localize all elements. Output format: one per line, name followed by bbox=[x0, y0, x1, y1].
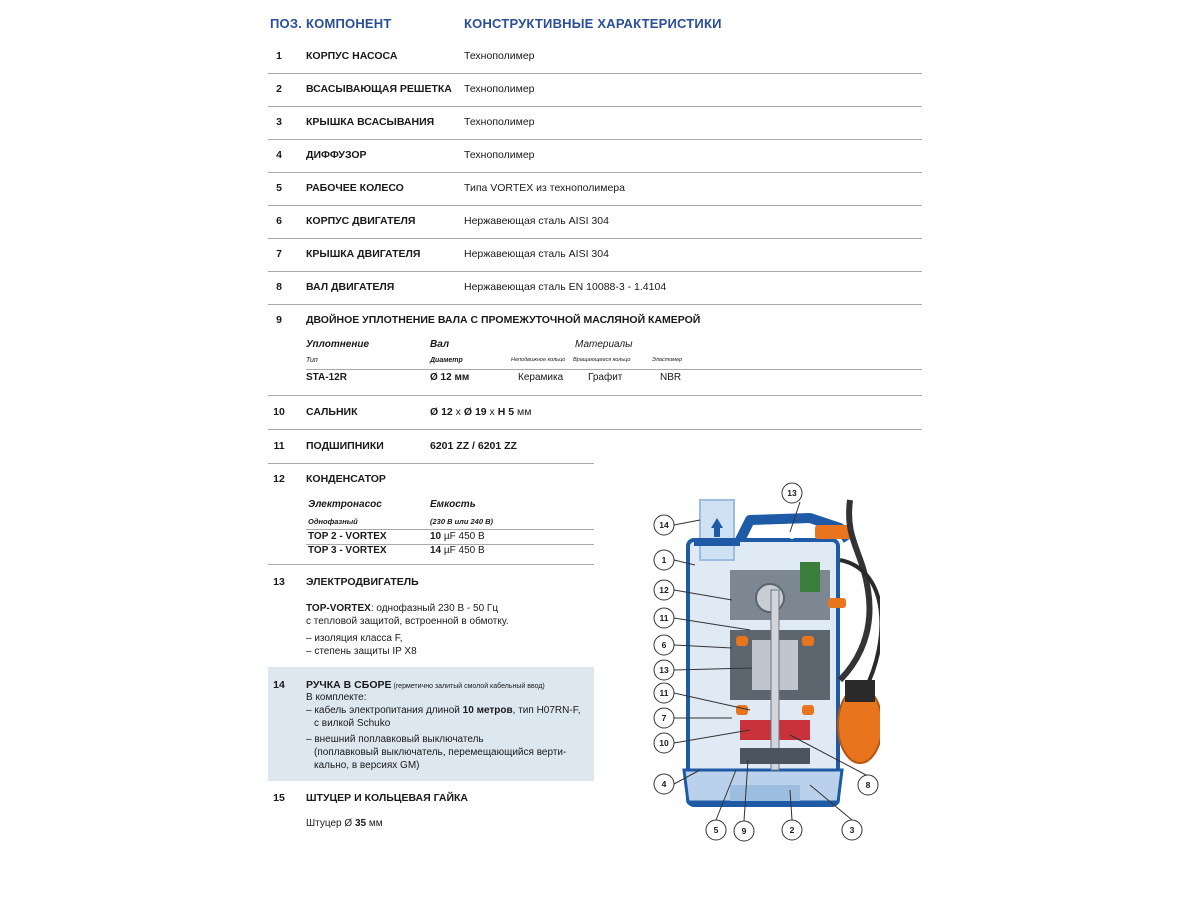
row-value: Нержавеющая сталь AISI 304 bbox=[464, 248, 609, 260]
seal-elastomer: NBR bbox=[660, 372, 682, 383]
packing-d1: Ø 12 bbox=[430, 406, 453, 418]
row-name: САЛЬНИК bbox=[306, 406, 358, 418]
cap-sub-phase: Однофазный bbox=[308, 517, 358, 526]
callout-label: 10 bbox=[659, 738, 669, 748]
row-value: Нержавеющая сталь EN 10088-3 - 1.4104 bbox=[464, 281, 667, 293]
packing-unit: мм bbox=[514, 406, 532, 418]
table-row bbox=[268, 182, 922, 206]
table-row bbox=[268, 281, 922, 305]
handle-type: , тип H07RN-F, bbox=[512, 705, 581, 716]
callout-label: 2 bbox=[789, 825, 795, 835]
seal-col-materials: Материалы bbox=[575, 339, 633, 350]
table-row bbox=[268, 406, 922, 430]
seal-col-shaft: Вал bbox=[430, 339, 450, 350]
row-name: КРЫШКА ВСАСЫВАНИЯ bbox=[306, 116, 435, 128]
row-name: ВАЛ ДВИГАТЕЛЯ bbox=[306, 281, 395, 293]
seal-sub-fixed-ring: Неподвижное кольцо bbox=[511, 357, 566, 363]
callout-label: 12 bbox=[659, 585, 669, 595]
handle-line bbox=[306, 704, 580, 717]
motor-line: – изоляция класса F, bbox=[306, 633, 403, 644]
header-component: КОМПОНЕНТ bbox=[306, 16, 392, 31]
table-row bbox=[268, 215, 922, 239]
row-value bbox=[430, 406, 531, 418]
seal-sub-elastomer: Эластомер bbox=[652, 357, 683, 363]
row-divider bbox=[268, 564, 594, 565]
fitting-line bbox=[306, 817, 383, 830]
handle-line: (поплавковый выключатель, перемещающийся верти- bbox=[314, 747, 567, 758]
pump-cutaway-illustration bbox=[640, 480, 880, 850]
callout-label: 6 bbox=[661, 640, 667, 650]
motor-model: TOP-VORTEX bbox=[306, 603, 371, 614]
cap-model: TOP 3 - VORTEX bbox=[308, 545, 387, 556]
row-num: 4 bbox=[276, 149, 282, 161]
handle-line: кально, в версиях GM) bbox=[314, 760, 420, 771]
motor-desc: : однофазный 230 В - 50 Гц bbox=[370, 603, 499, 614]
seal-row bbox=[268, 314, 922, 336]
row-name: КОРПУС ДВИГАТЕЛЯ bbox=[306, 215, 416, 227]
callout-label: 1 bbox=[661, 555, 667, 565]
row-name: ЭЛЕКТРОДВИГАТЕЛЬ bbox=[306, 576, 419, 588]
cap-unit: µF 450 В bbox=[441, 545, 485, 556]
row-num: 3 bbox=[276, 116, 282, 128]
row-num: 8 bbox=[276, 281, 282, 293]
header-pos: ПОЗ. bbox=[270, 16, 303, 31]
callout-label: 9 bbox=[741, 826, 747, 836]
row-num: 15 bbox=[273, 792, 285, 804]
callout-label: 5 bbox=[713, 825, 719, 835]
packing-x2: x bbox=[486, 406, 498, 418]
seal-sub-rotating-ring: Вращающееся кольцо bbox=[573, 357, 631, 363]
row-name: КРЫШКА ДВИГАТЕЛЯ bbox=[306, 248, 421, 260]
row-value: Технополимер bbox=[464, 149, 535, 161]
table-row bbox=[268, 83, 922, 107]
table-row bbox=[268, 50, 922, 74]
handle-length: 10 метров bbox=[462, 705, 513, 716]
cap-value bbox=[430, 545, 485, 556]
seal-sub-type: Тип bbox=[306, 357, 318, 364]
cap-divider bbox=[306, 529, 594, 530]
table-row bbox=[268, 248, 922, 272]
row-name: ВСАСЫВАЮЩАЯ РЕШЕТКА bbox=[306, 83, 452, 95]
seal-diameter: Ø 12 мм bbox=[430, 372, 470, 383]
row-num: 10 bbox=[273, 406, 285, 418]
row-num: 7 bbox=[276, 248, 282, 260]
cap-col-pump: Электронасос bbox=[308, 499, 382, 510]
row-name: ПОДШИПНИКИ bbox=[306, 440, 384, 452]
row-num: 5 bbox=[276, 182, 282, 194]
seal-col-seal: Уплотнение bbox=[306, 339, 370, 350]
packing-d2: Ø 19 bbox=[463, 406, 487, 418]
row-value: Типа VORTEX из технополимера bbox=[464, 182, 625, 194]
handle-line: с вилкой Schuko bbox=[314, 718, 391, 729]
row-num: 11 bbox=[273, 440, 285, 452]
handle-line: – внешний поплавковый выключатель bbox=[306, 734, 484, 745]
packing-h: H 5 bbox=[497, 406, 515, 418]
handle-name: РУЧКА В СБОРЕ bbox=[306, 679, 392, 691]
row-value: 6201 ZZ / 6201 ZZ bbox=[430, 440, 517, 452]
motor-line bbox=[306, 602, 498, 615]
seal-sub-diameter: Диаметр bbox=[430, 357, 463, 364]
row-num: 1 bbox=[276, 50, 282, 62]
callout-label: 3 bbox=[849, 825, 855, 835]
seal-fixed-ring: Керамика bbox=[518, 372, 564, 383]
row-value: Технополимер bbox=[464, 116, 535, 128]
seal-rotating-ring: Графит bbox=[588, 372, 623, 383]
seal-type: STA-12R bbox=[306, 372, 347, 383]
fitting-unit: мм bbox=[366, 818, 383, 829]
row-name bbox=[306, 679, 545, 691]
callout-label: 7 bbox=[661, 713, 667, 723]
fitting-label: Штуцер Ø bbox=[306, 818, 355, 829]
table-row bbox=[268, 149, 922, 173]
row-name: ШТУЦЕР И КОЛЬЦЕВАЯ ГАЙКА bbox=[306, 792, 468, 804]
row-divider bbox=[268, 395, 922, 396]
row-num: 2 bbox=[276, 83, 282, 95]
callout-label: 13 bbox=[659, 665, 669, 675]
fitting-size: 35 bbox=[354, 818, 367, 829]
motor-line: с тепловой защитой, встроенной в обмотку. bbox=[306, 616, 509, 627]
row-value: Технополимер bbox=[464, 83, 535, 95]
seal-divider bbox=[306, 369, 922, 370]
row-value: Технополимер bbox=[464, 50, 535, 62]
handle-cable: – кабель электропитания длиной bbox=[306, 705, 463, 716]
callout-label: 11 bbox=[659, 688, 669, 698]
cap-sub-voltage: (230 В или 240 В) bbox=[430, 517, 494, 526]
table-row bbox=[268, 116, 922, 140]
cap-model: TOP 2 - VORTEX bbox=[308, 531, 387, 542]
row-name: КОНДЕНСАТОР bbox=[306, 473, 386, 485]
handle-note: (герметично залитый смолой кабельный ввод) bbox=[391, 683, 545, 690]
cap-value bbox=[430, 531, 485, 542]
row-name: РАБОЧЕЕ КОЛЕСО bbox=[306, 182, 404, 194]
cap-unit: µF 450 В bbox=[441, 531, 485, 542]
handle-line: В комплекте: bbox=[306, 692, 367, 703]
cap-col-capacity: Емкость bbox=[430, 499, 476, 510]
callout-label: 13 bbox=[787, 488, 797, 498]
row-name: ДВОЙНОЕ УПЛОТНЕНИЕ ВАЛА С ПРОМЕЖУТОЧНОЙ МАСЛЯНОЙ КАМЕРОЙ bbox=[306, 314, 701, 326]
row-value: Нержавеющая сталь AISI 304 bbox=[464, 215, 609, 227]
row-num: 6 bbox=[276, 215, 282, 227]
callout-label: 11 bbox=[659, 613, 669, 623]
callout-label: 14 bbox=[659, 520, 669, 530]
callout-label: 8 bbox=[865, 780, 871, 790]
header-spec: КОНСТРУКТИВНЫЕ ХАРАКТЕРИСТИКИ bbox=[464, 16, 722, 31]
cap-number: 10 bbox=[430, 531, 442, 542]
callout-label: 4 bbox=[661, 779, 667, 789]
row-name: ДИФФУЗОР bbox=[306, 149, 367, 161]
row-num: 12 bbox=[273, 473, 285, 485]
motor-line: – степень защиты IP X8 bbox=[306, 646, 417, 657]
row-num: 9 bbox=[276, 314, 282, 326]
cap-number: 14 bbox=[430, 545, 442, 556]
table-row bbox=[268, 440, 594, 464]
row-num: 14 bbox=[273, 679, 285, 691]
packing-x1: x bbox=[452, 406, 464, 418]
row-name: КОРПУС НАСОСА bbox=[306, 50, 398, 62]
row-num: 13 bbox=[273, 576, 285, 588]
